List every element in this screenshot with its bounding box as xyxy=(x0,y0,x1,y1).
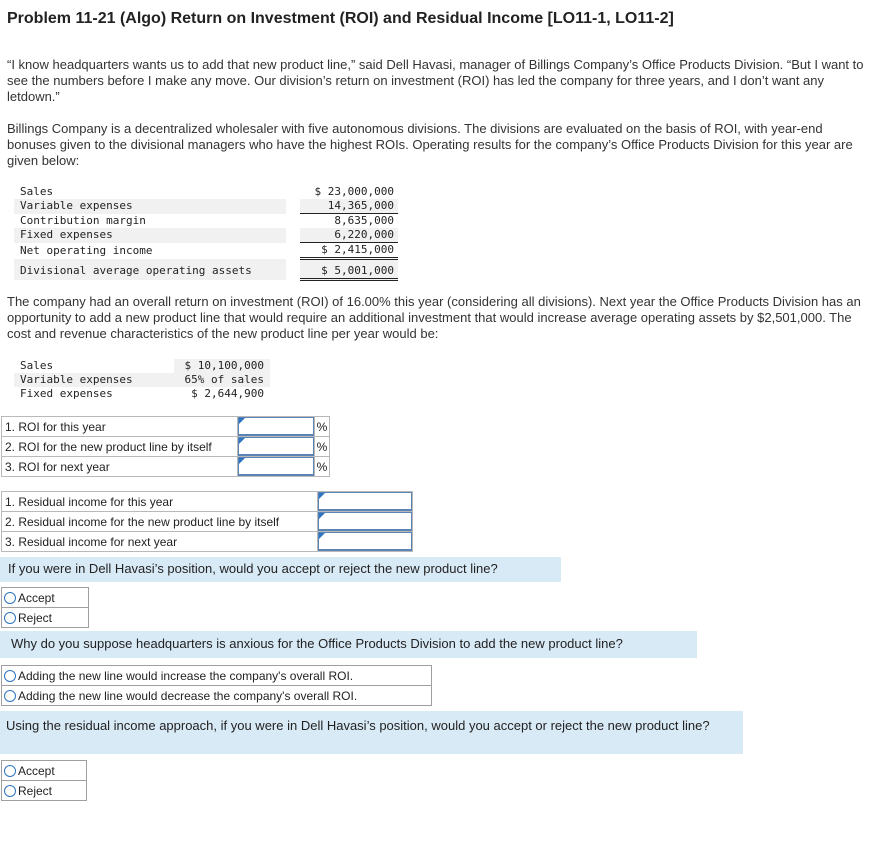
ri-this-year-label: 1. Residual income for this year xyxy=(2,492,318,512)
table-row xyxy=(2,512,413,532)
q1-reject-option[interactable] xyxy=(2,608,89,628)
roi-next-year-label: 3. ROI for next year xyxy=(2,457,238,477)
radio-icon[interactable] xyxy=(4,785,16,797)
table-row xyxy=(14,214,398,229)
row-value: 8,635,000 xyxy=(334,214,394,227)
row-label: Variable expenses xyxy=(14,199,286,214)
table-row xyxy=(14,228,398,243)
row-value: $ 2,644,900 xyxy=(174,387,270,401)
new-line-paragraph: The company had an overall return on investment (ROI) of 16.00% this year (considering all divisions). Next year the Office Products Division has an opportunity to add a new product line that would require an additional investment that would increase average operating assets by $2,501,000. The cost and revenue characteristics of the new product line per year would be: xyxy=(7,294,861,341)
radio-icon[interactable] xyxy=(4,690,16,702)
ri-next-year-label: 3. Residual income for next year xyxy=(2,532,318,552)
roi-this-year-label: 1. ROI for this year xyxy=(2,417,238,437)
row-label: Sales xyxy=(20,185,54,198)
intro-paragraph: “I know headquarters wants us to add that new product line,” said Dell Havasi, manager of Billings Company’s Office Products Division. “But I want to see the numbers before I make any move. Our division’s return on investment (ROI) has led the company for three years, and I don’t want any letdown.” xyxy=(7,57,864,104)
table-row xyxy=(14,259,398,280)
option-label: Adding the new line would increase the company's overall ROI. xyxy=(18,668,354,683)
radio-icon[interactable] xyxy=(4,765,16,777)
table-row xyxy=(14,359,270,373)
page-title: Problem 11-21 (Algo) Return on Investment (ROI) and Residual Income [LO11-1, LO11-2] xyxy=(7,10,674,27)
row-label: Fixed expenses xyxy=(20,387,113,400)
radio-icon[interactable] xyxy=(4,612,16,624)
table-row xyxy=(2,437,330,457)
row-value: $ 10,100,000 xyxy=(174,359,270,373)
roi-answer-table xyxy=(1,416,330,477)
option-label: Reject xyxy=(18,610,53,625)
roi-new-line-cell xyxy=(238,437,315,457)
ri-new-line-cell xyxy=(318,512,413,532)
option-label: Reject xyxy=(18,783,53,798)
q3-accept-option[interactable] xyxy=(2,761,87,781)
table-row xyxy=(14,199,398,214)
ri-new-line-input[interactable] xyxy=(318,512,412,531)
row-label: Net operating income xyxy=(20,243,153,257)
table-row xyxy=(14,387,270,401)
row-label: Fixed expenses xyxy=(14,228,286,243)
table-row xyxy=(2,417,330,437)
option-label: Accept xyxy=(18,763,55,778)
roi-this-year-cell xyxy=(238,417,315,437)
row-value: 14,365,000 xyxy=(300,199,398,214)
roi-new-line-label: 2. ROI for the new product line by itself xyxy=(2,437,238,457)
table-row xyxy=(14,373,270,387)
row-value: $ 5,001,000 xyxy=(300,259,398,280)
radio-icon[interactable] xyxy=(4,592,16,604)
ri-next-year-input[interactable] xyxy=(318,532,412,551)
option-label: Accept xyxy=(18,590,55,605)
q2-options xyxy=(1,665,432,706)
row-value: 65% of sales xyxy=(174,373,270,387)
row-value: $ 2,415,000 xyxy=(300,243,398,259)
q1-options xyxy=(1,587,89,628)
roi-next-year-input[interactable] xyxy=(238,457,314,476)
row-value: 6,220,000 xyxy=(300,228,398,243)
option-label: Adding the new line would decrease the company's overall ROI. xyxy=(18,688,358,703)
roi-this-year-input[interactable] xyxy=(238,417,314,436)
row-label: Variable expenses xyxy=(14,373,174,387)
roi-next-year-cell xyxy=(238,457,315,477)
percent-unit: % xyxy=(315,437,330,457)
q1-accept-option[interactable] xyxy=(2,588,89,608)
operating-results-table xyxy=(14,185,398,281)
ri-this-year-input[interactable] xyxy=(318,492,412,511)
q3-options xyxy=(1,760,87,801)
roi-new-line-input[interactable] xyxy=(238,437,314,456)
percent-unit: % xyxy=(315,417,330,437)
table-row xyxy=(14,243,398,259)
table-row xyxy=(2,457,330,477)
question-headquarters: Why do you suppose headquarters is anxious for the Office Products Division to add the new product line? xyxy=(0,631,697,658)
table-row xyxy=(2,532,413,552)
table-row xyxy=(2,492,413,512)
question-accept-reject-roi: If you were in Dell Havasi’s position, would you accept or reject the new product line? xyxy=(0,557,561,582)
percent-unit: % xyxy=(315,457,330,477)
row-label: Sales xyxy=(20,359,54,372)
row-label: Contribution margin xyxy=(20,213,146,227)
question-accept-reject-ri: Using the residual income approach, if you were in Dell Havasi’s position, would you accept or reject the new product line? xyxy=(0,711,743,754)
radio-icon[interactable] xyxy=(4,670,16,682)
q3-reject-option[interactable] xyxy=(2,781,87,801)
ri-this-year-cell xyxy=(318,492,413,512)
row-label: Divisional average operating assets xyxy=(14,259,286,280)
ri-next-year-cell xyxy=(318,532,413,552)
q2-decrease-option[interactable] xyxy=(2,686,432,706)
row-value: $ 23,000,000 xyxy=(314,185,394,198)
residual-income-answer-table xyxy=(1,491,413,552)
q2-increase-option[interactable] xyxy=(2,666,432,686)
ri-new-line-label: 2. Residual income for the new product line by itself xyxy=(2,512,318,532)
background-paragraph: Billings Company is a decentralized wholesaler with five autonomous divisions. The divisions are evaluated on the basis of ROI, with year-end bonuses given to the divisional managers who have the highest ROIs. Operating results for the company’s Office Products Division for this year are given below: xyxy=(7,121,853,168)
table-row xyxy=(14,185,398,199)
new-product-table xyxy=(14,359,270,401)
